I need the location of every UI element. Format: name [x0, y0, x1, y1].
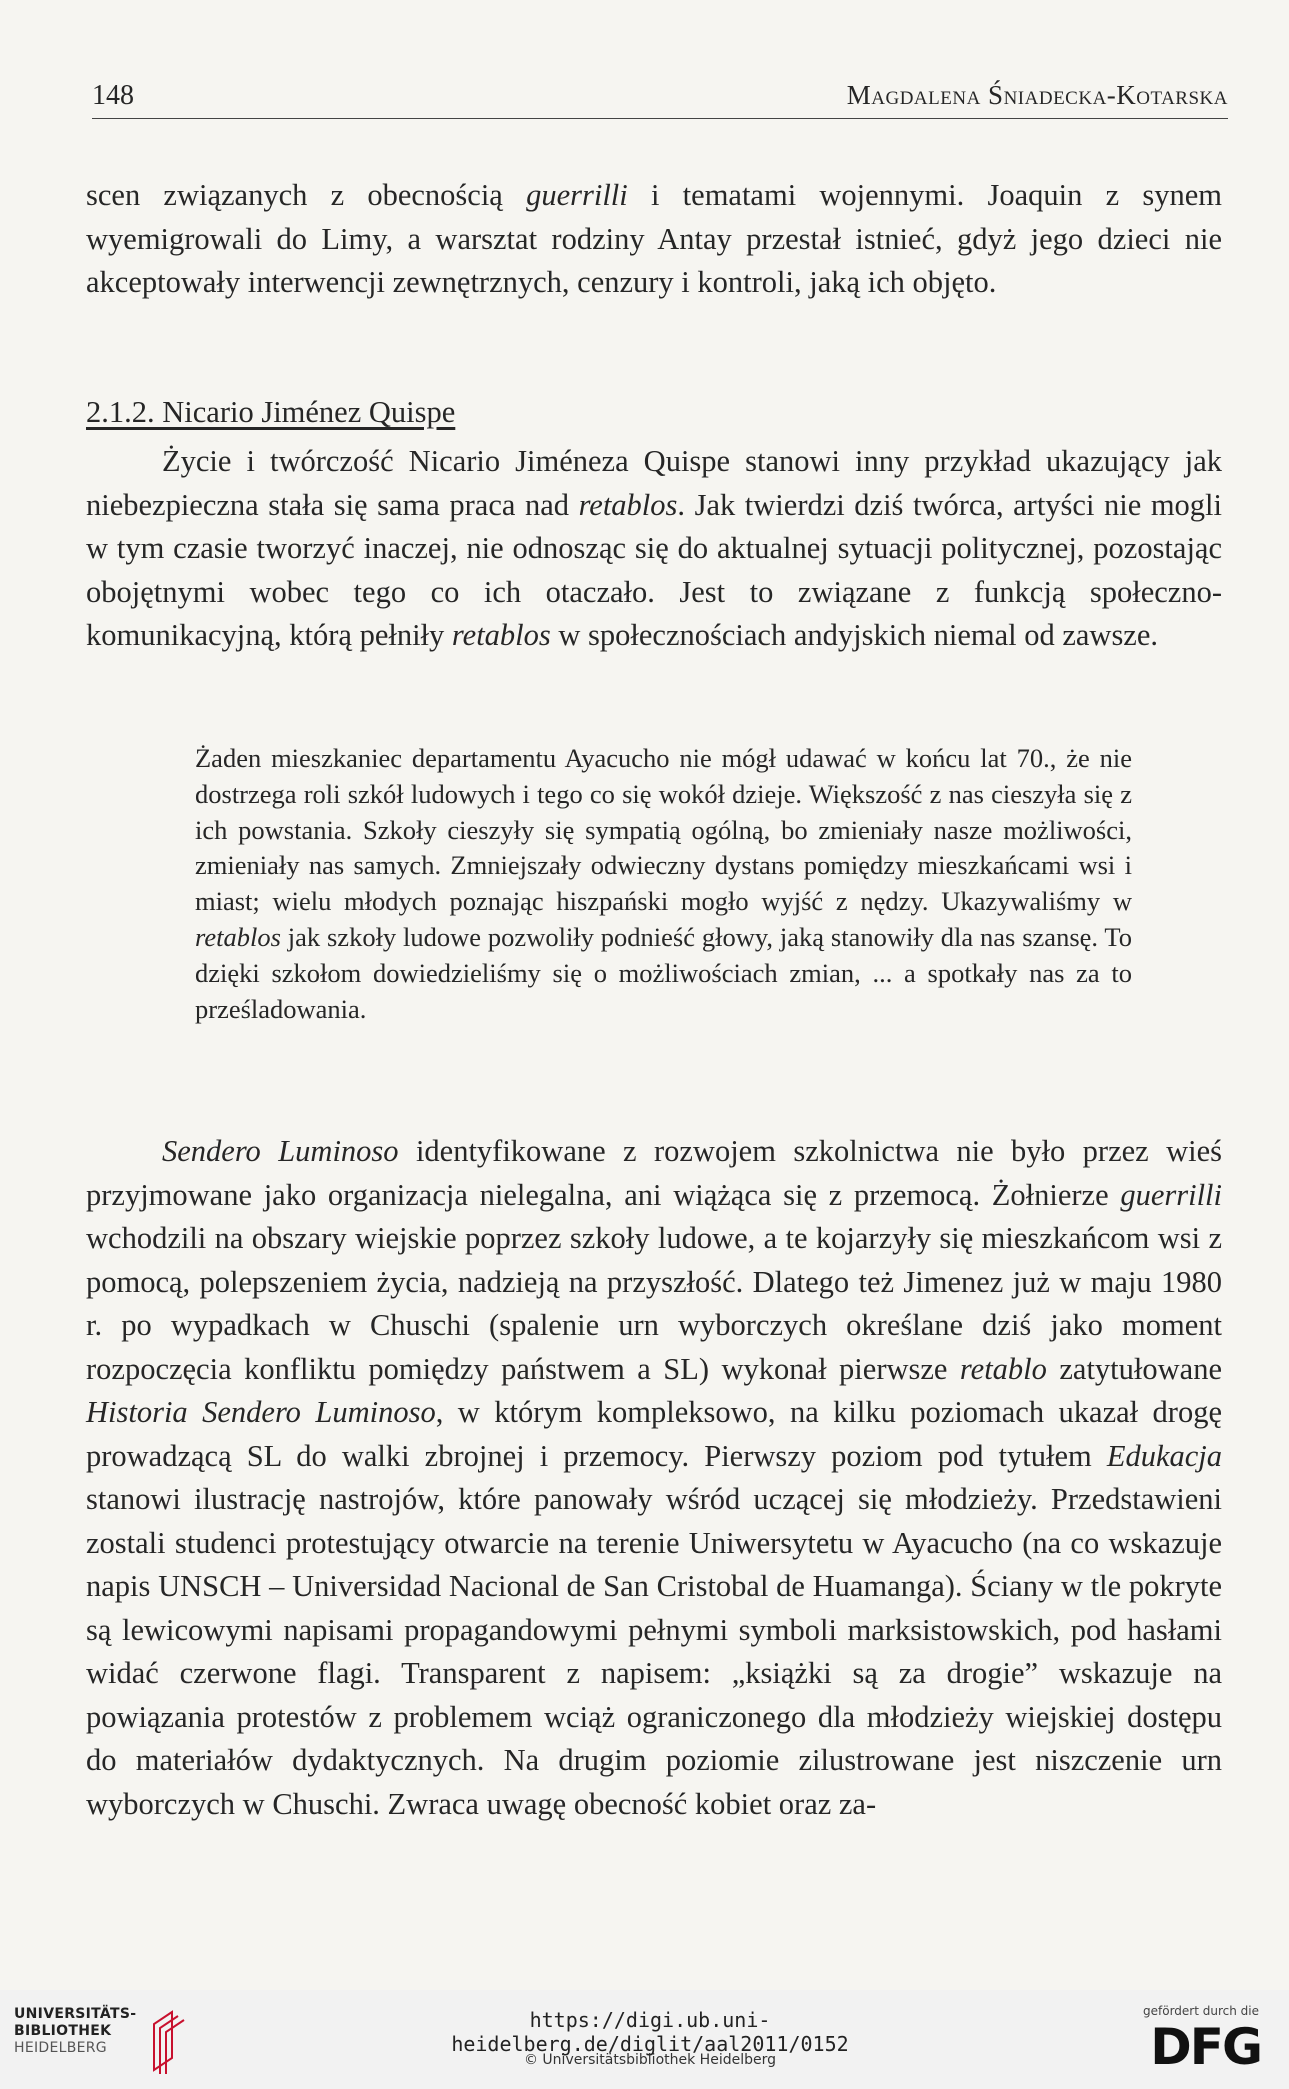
- page-header: [92, 78, 1228, 119]
- permalink-link[interactable]: https://digi.ub.uni-heidelberg.de/diglit/aal2011/0152: [451, 2008, 849, 2056]
- paragraph-3-text-a: identyfikowane z rozwojem szkolnictwa nie było przez wieś przyjmowane jako organizacja nielegalna, ani wiążąca się z przemocą. Żołnierze: [86, 1134, 1222, 1212]
- paragraph-3-text-b: wchodzili na obszary wiejskie poprzez szkoły ludowe, a te kojarzyły się mieszkańcom wsi z pomocą, polepszeniem życia, nadzieją na przyszłość. Dlatego też Jimenez już w maju 1980 r. po wypadkach w Chuschi (spalenie urn wyborczych określane dziś jako moment rozpoczęcia konfliktu pomiędzy państwem a SL) wykonał pierwsze: [86, 1221, 1222, 1386]
- dfg-caption: gefördert durch die: [1143, 2004, 1259, 2018]
- paragraph-3-text-d: , w którym kompleksowo, na kilku poziomach ukazał drogę prowadzącą SL do walki zbrojnej i przemocy. Pierwszy poziom pod tytułem: [86, 1395, 1222, 1473]
- dfg-logo[interactable]: DFG: [1150, 2018, 1261, 2076]
- paragraph-2-text-b: . Jak twierdzi dziś twórca, artyści nie mogli w tym czasie tworzyć inaczej, nie odnosząc się do aktualnej sytuacji politycznej, pozostając obojętnymi wobec tego co ich otaczało. Jest to związane z funkcją społeczno-komunikacyjną, którą pełniły: [86, 487, 1222, 652]
- library-logo[interactable]: [14, 2006, 194, 2076]
- paragraph-2-text-a: Życie i twórczość Nicario Jiméneza Quispe stanowi inny przykład ukazujący jak niebezpieczna stała się sama praca nad: [86, 444, 1222, 522]
- paragraph-3-text-e: stanowi ilustrację nastrojów, które panowały wśród uczącej się młodzieży. Przedstawieni zostali studenci protestujący otwarcie na terenie Uniwersytetu w Ayacucho (na co wskazuje napis UNSCH – Universidad Nacional de San Cristobal de Huamanga). Ściany w tle pokryte są lewicowymi napisami propagandowymi pełnymi symboli marksistowskich, pod hasłami widać czerwone flagi. Transparent z napisem: „książki są za drogie” wskazuje na powiązania protestów z problemem wciąż ograniczonego dla młodzieży wiejskiej dostępu do materiałów dydaktycznych. Na drugim poziomie zilustrowane jest niszczenie urn wyborczych w Chuschi. Zwraca uwagę obecność kobiet oraz za-: [86, 1482, 1222, 1821]
- italic-term: retablos: [451, 618, 551, 652]
- library-mark-icon: [142, 2008, 192, 2074]
- paragraph-1-text-b: i tematami wojennymi. Joaquin z synem wyemigrowali do Limy, a warsztat rodziny Antay przestał istnieć, gdyż jego dzieci nie akceptowały interwencji zewnętrznych, cenzury i kontroli, jaką ich objęto.: [86, 178, 1222, 299]
- paragraph-2: [86, 440, 1222, 658]
- running-head: Magdalena Śniadecka-Kotarska: [846, 80, 1228, 110]
- paragraph-1-text-a: scen związanych z obecnością: [86, 178, 527, 212]
- italic-term: guerrilli: [1120, 1177, 1222, 1212]
- quote-text-a: Żaden mieszkaniec departamentu Ayacucho nie mógł udawać w końcu lat 70., że nie dostrzega roli szkół ludowych i tego co się wokół dzieje. Większość z nas cieszyła się z ich powstania. Szkoły cieszyły się sympatią ogólną, bo zmieniały nasze możliwości, zmieniały nas samych. Zmniejszały odwieczny dystans pomiędzy mieszkańcami wsi i miast; wielu młodych poznając hiszpański mogło wyjść z nędzy. Ukazywaliśmy w: [195, 743, 1132, 917]
- quote-text-b: jak szkoły ludowe pozwoliły podnieść głowy, jaką stanowiły dla nas szansę. To dzięki szkołom dowiedzieliśmy się o możliwościach zmian, ... a spotkały nas za to prześladowania.: [195, 921, 1132, 1024]
- italic-term: retablos: [578, 487, 678, 522]
- library-name-line-2: BIBLIOTHEK: [14, 2023, 112, 2039]
- italic-term: guerrilli: [526, 178, 628, 212]
- italic-term: Sendero Luminoso: [162, 1134, 399, 1168]
- digitization-footer: [0, 1990, 1289, 2089]
- paragraph-1: [86, 174, 1222, 305]
- paragraph-2-text-c: w społecznościach andyjskich niemal od zawsze.: [550, 618, 1159, 652]
- block-quote: [195, 741, 1132, 1027]
- italic-title: Historia Sendero Luminoso: [86, 1395, 436, 1429]
- copyright-notice: © Universitätsbibliothek Heidelberg: [523, 2052, 776, 2068]
- italic-term: retablos: [195, 921, 281, 952]
- library-name-line-1: UNIVERSITÄTS-: [14, 2006, 137, 2022]
- paragraph-3: [86, 1130, 1222, 1826]
- page-number: 148: [92, 80, 134, 111]
- italic-term: retablo: [959, 1351, 1047, 1386]
- library-name-line-3: HEIDELBERG: [14, 2040, 107, 2056]
- paragraph-3-text-c: zatytułowane: [1046, 1351, 1222, 1386]
- italic-title: Edukacja: [1106, 1438, 1222, 1473]
- section-heading: 2.1.2. Nicario Jiménez Quispe: [86, 395, 456, 429]
